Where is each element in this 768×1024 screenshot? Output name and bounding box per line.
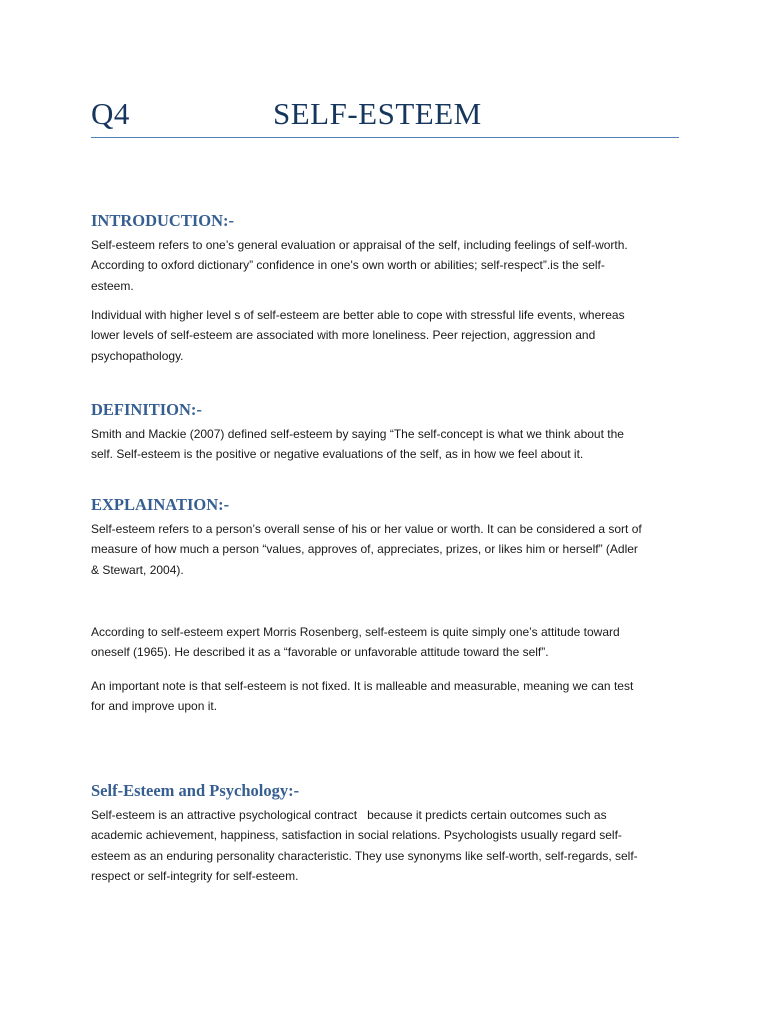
section-heading-psychology: Self-Esteem and Psychology:- [91,781,300,800]
document-title: SELF-ESTEEM [273,96,482,131]
psychology-paragraph: Self-esteem is an attractive psychological contract because it predicts certain outcomes such as academic achievement, happiness, satisfaction in social relations. Psychologists usually regard self- esteem as an enduring personality characteristic. They use synonyms like self-worth, self-regards, self- respect or self-integrity for self-esteem. [91,808,638,884]
definition-paragraph: Smith and Mackie (2007) defined self-esteem by saying “The self-concept is what we think about the self. Self-esteem is the positive or negative evaluations of the self, as in how we feel about it. [91,427,624,462]
section-heading-introduction: INTRODUCTION:- [91,211,235,230]
explanation-paragraph-2: According to self-esteem expert Morris Rosenberg, self-esteem is quite simply one’s attitude toward oneself (1965). He described it as a “favorable or unfavorable attitude toward the self”. [91,625,620,660]
explanation-paragraph-1: Self-esteem refers to a person’s overall sense of his or her value or worth. It can be considered a sort of measure of how much a person “values, approves of, appreciates, prizes, or likes him or herself” (Adler & Stewart, 2004). [91,522,642,577]
title-divider [91,137,679,138]
section-heading-definition: DEFINITION:- [91,400,202,419]
section-definition [91,400,691,465]
section-heading-explanation: EXPLAINATION:- [91,495,230,514]
section-introduction-cont [91,305,691,366]
document-title-row [91,96,679,140]
section-introduction [91,211,691,296]
section-explanation-cont-1 [91,622,691,663]
introduction-paragraph-1: Self-esteem refers to one’s general evaluation or appraisal of the self, including feelings of self-worth. According to oxford dictionary” confidence in one's own worth or abilities; self-respect”.is the self- esteem. [91,238,628,293]
section-explanation-cont-2 [91,676,691,717]
explanation-paragraph-3: An important note is that self-esteem is not fixed. It is malleable and measurable, meaning we can test for and improve upon it. [91,679,634,714]
section-explanation [91,495,691,580]
introduction-paragraph-2: Individual with higher level s of self-esteem are better able to cope with stressful life events, whereas lower levels of self-esteem are associated with more loneliness. Peer rejection, aggression and psychopathology. [91,308,625,363]
section-psychology [91,781,691,887]
question-number: Q4 [91,96,130,131]
